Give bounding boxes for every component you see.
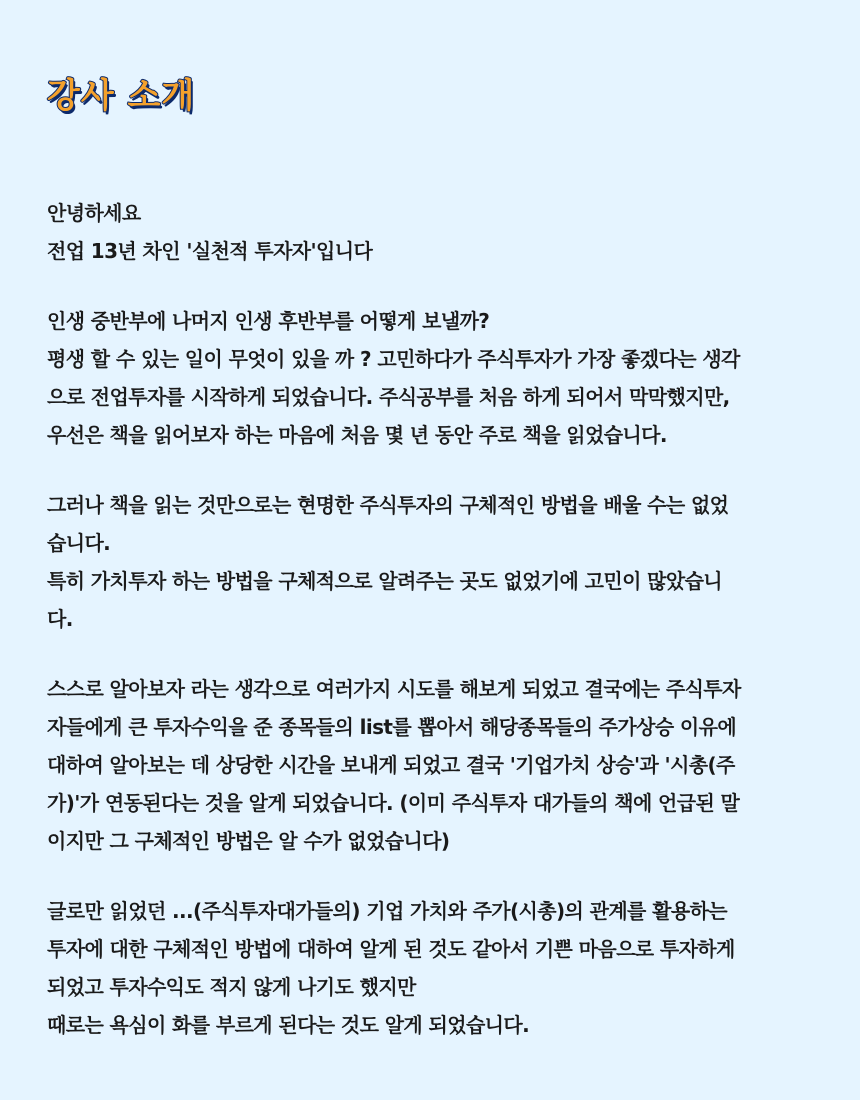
paragraph-line: 으로 전업투자를 시작하게 되었습니다. 주식공부를 처음 하게 되어서 막막했지만,: [47, 385, 730, 409]
paragraph-line: 특히 가치투자 하는 방법을 구체적으로 알려주는 곳도 없었기에 고민이 많았습니: [47, 569, 723, 593]
paragraph-research: [47, 670, 820, 860]
paragraph-line: 투자에 대한 구체적인 방법에 대하여 알게 된 것도 같아서 기쁜 마음으로 투자하게: [47, 937, 735, 961]
paragraph-line: 습니다.: [47, 531, 111, 555]
paragraph-outcome: [47, 892, 820, 1044]
paragraph-line: 대하여 알아보는 데 상당한 시간을 보내게 되었고 결국 '기업가치 상승'과 '시총(주: [47, 753, 735, 777]
paragraph-line: 그러나 책을 읽는 것만으로는 현명한 주식투자의 구체적인 방법을 배울 수는 없었: [47, 493, 729, 517]
paragraph-line: 우선은 책을 읽어보자 하는 마음에 처음 몇 년 동안 주로 책을 읽었습니다.: [47, 423, 667, 447]
paragraph-greeting: [47, 194, 820, 270]
paragraph-line: 가)'가 연동된다는 것을 알게 되었습니다. (이미 주식투자 대가들의 책에 언급된 말: [47, 791, 740, 815]
paragraph-line: 전업 13년 차인 '실천적 투자자'입니다: [47, 239, 373, 263]
paragraph-line: 글로만 읽었던 ...(주식투자대가들의) 기업 가치와 주가(시총)의 관계를 활용하는: [47, 899, 728, 923]
paragraph-line: 되었고 투자수익도 적지 않게 나기도 했지만: [47, 975, 416, 999]
paragraph-line: 다.: [47, 607, 73, 631]
paragraph-line: 평생 할 수 있는 일이 무엇이 있을 까 ? 고민하다가 주식투자가 가장 좋겠다는 생각: [47, 347, 740, 371]
paragraph-line: 안녕하세요: [47, 201, 141, 225]
paragraph-line: 이지만 그 구체적인 방법은 알 수가 없었습니다): [47, 829, 450, 853]
paragraph-line: 스스로 알아보자 라는 생각으로 여러가지 시도를 해보게 되었고 결국에는 주식투자: [47, 677, 741, 701]
section-title: 강사 소개: [47, 76, 196, 116]
paragraph-motivation: [47, 302, 820, 454]
paragraph-difficulty: [47, 486, 820, 638]
paragraph-line: 자들에게 큰 투자수익을 준 종목들의 list를 뽑아서 해당종목들의 주가상승 이유에: [47, 715, 737, 739]
paragraph-line: 때로는 욕심이 화를 부르게 된다는 것도 알게 되었습니다.: [47, 1013, 530, 1037]
paragraph-line: 인생 중반부에 나머지 인생 후반부를 어떻게 보낼까?: [47, 309, 490, 333]
